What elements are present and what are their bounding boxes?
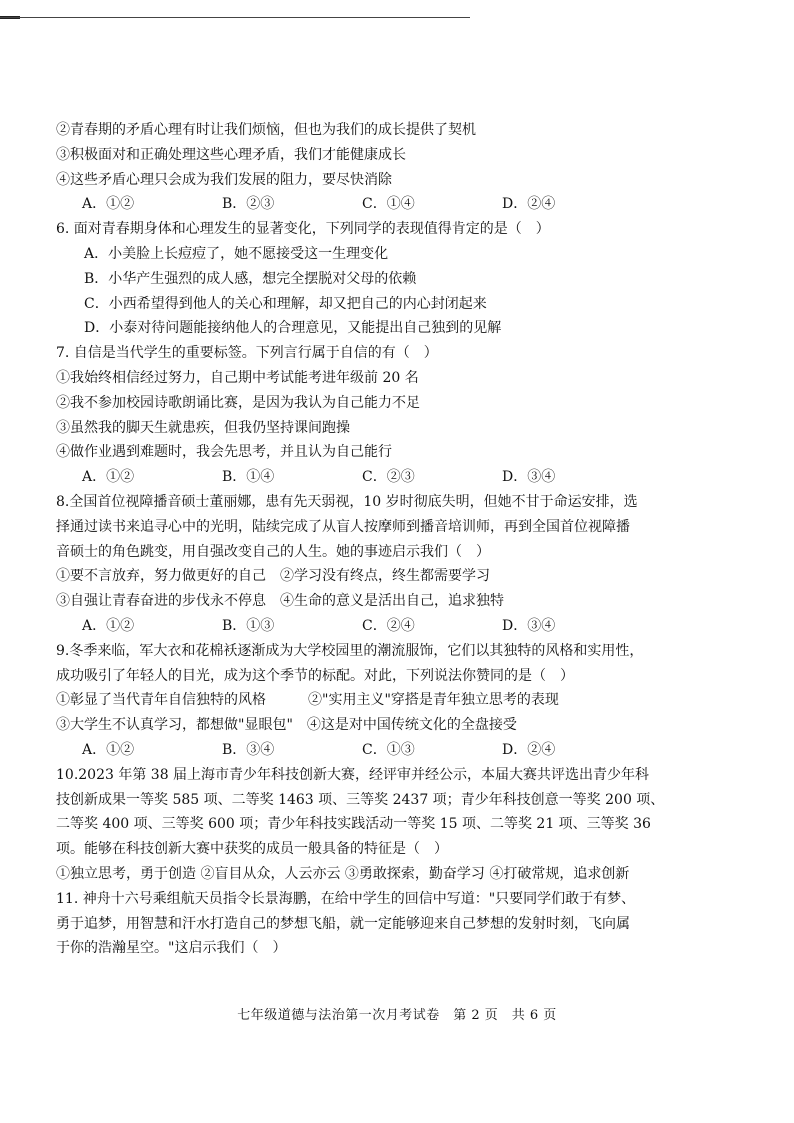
q8-option-c[interactable]: C．②④ — [362, 617, 415, 634]
q7-item-2: ②我不参加校园诗歌朗诵比赛，是因为我认为自己能力不足 — [56, 394, 420, 411]
q6-choice-b[interactable]: B．小华产生强烈的成人感，想完全摆脱对父母的依赖 — [84, 270, 417, 287]
question-content — [56, 118, 756, 961]
q5-item-4: ④这些矛盾心理只会成为我们发展的阻力，要尽快消除 — [56, 171, 392, 188]
q9-items-1: ①彰显了当代青年自信独特的风格 ②"实用主义"穿搭是青年独立思考的表现 — [56, 692, 559, 709]
q8-option-b[interactable]: B．①③ — [222, 617, 275, 634]
q10-stem-line-1: 10.2023 年第 38 届上海市青少年科技创新大赛，经评审并经公示，本届大赛共评选出青少年科 — [56, 766, 650, 783]
q6-choice-c[interactable]: C．小西希望得到他人的关心和理解，却又把自己的内心封闭起来 — [84, 295, 487, 312]
q5-option-b[interactable]: B．②③ — [222, 196, 275, 213]
q8-stem-line-1: 8.全国首位视障播音硕士董丽娜，患有先天弱视，10 岁时彻底失明，但她不甘于命运安排，选 — [56, 493, 638, 510]
q8-stem-line-3: 音硕士的角色跳变，用自强改变自己的人生。她的事迹启示我们（ ） — [56, 543, 490, 560]
q9-option-b[interactable]: B．③④ — [222, 741, 275, 758]
q9-stem-line-1: 9.冬季来临，军大衣和花棉袄逐渐成为大学校园里的潮流服饰，它们以其独特的风格和实用性， — [56, 642, 644, 659]
q7-option-d[interactable]: D．③④ — [502, 469, 556, 486]
q11-stem-line-1: 11. 神舟十六号乘组航天员指令长景海鹏，在给中学生的回信中写道："只要同学们敢于有梦、 — [56, 890, 636, 907]
q5-option-a[interactable]: A．①② — [82, 196, 135, 213]
q7-item-1: ①我始终相信经过努力，自己期中考试能考进年级前 20 名 — [56, 369, 419, 386]
q5-option-d[interactable]: D．②④ — [502, 196, 556, 213]
q8-option-a[interactable]: A．①② — [82, 617, 135, 634]
q8-stem-line-2: 择通过读书来追寻心中的光明，陆续完成了从盲人按摩师到播音培训师，再到全国首位视障播 — [56, 518, 630, 535]
q7-stem: 7. 自信是当代学生的重要标签。下列言行属于自信的有（ ） — [56, 345, 438, 362]
q10-stem-line-4: 项。能够在科技创新大赛中获奖的成员一般具备的特征是（ ） — [56, 841, 448, 858]
q5-option-c[interactable]: C．①④ — [362, 196, 415, 213]
q11-stem-line-2: 勇于追梦，用智慧和汗水打造自己的梦想飞船，就一定能够迎来自己梦想的发射时刻，飞向属 — [56, 915, 630, 932]
q7-option-c[interactable]: C．②③ — [362, 469, 415, 486]
q6-choice-a[interactable]: A．小美脸上长痘痘了，她不愿接受这一生理变化 — [84, 245, 389, 262]
page-footer: 七年级道德与法治第一次月考试卷 第 2 页 共 6 页 — [237, 1008, 557, 1023]
q5-options — [56, 192, 756, 217]
q8-items-2: ③自强让青春奋进的步伐永不停息 ④生命的意义是活出自己，追求独特 — [56, 593, 504, 610]
q9-stem-line-2: 成功吸引了年轻人的目光，成为这个季节的标配。对此，下列说法你赞同的是（ ） — [56, 667, 574, 684]
q11-stem-line-3: 于你的浩瀚星空。"这启示我们（ ） — [56, 940, 287, 957]
q10-stem-line-3: 二等奖 400 项、三等奖 600 项；青少年科技实践活动一等奖 15 项、二等奖 21 项、三等奖 36 — [56, 816, 651, 833]
q9-option-a[interactable]: A．①② — [82, 741, 135, 758]
q7-options — [56, 465, 756, 490]
q7-option-a[interactable]: A．①② — [82, 469, 135, 486]
q9-items-2: ③大学生不认真学习，都想做"显眼包" ④这是对中国传统文化的全盘接受 — [56, 717, 517, 734]
q8-options — [56, 614, 756, 639]
q6-stem: 6. 面对青春期身体和心理发生的显著变化，下列同学的表现值得肯定的是（ ） — [56, 221, 550, 238]
q9-options — [56, 738, 756, 763]
q8-items-1: ①要不言放弃，努力做更好的自己 ②学习没有终点，终生都需要学习 — [56, 568, 490, 585]
top-rule — [0, 17, 470, 18]
q9-option-d[interactable]: D．②④ — [502, 741, 556, 758]
q6-choice-d[interactable]: D．小泰对待问题能接纳他人的合理意见，又能提出自己独到的见解 — [84, 320, 502, 337]
q8-option-d[interactable]: D．③④ — [502, 617, 556, 634]
q9-option-c[interactable]: C．①③ — [362, 741, 415, 758]
q7-option-b[interactable]: B．①④ — [222, 469, 275, 486]
q5-item-2: ②青春期的矛盾心理有时让我们烦恼，但也为我们的成长提供了契机 — [56, 122, 476, 138]
q10-stem-line-2: 技创新成果一等奖 585 项、二等奖 1463 项、三等奖 2437 项；青少年科技创意一等奖 200 项、 — [56, 791, 665, 808]
q7-item-4: ④做作业遇到难题时，我会先思考，并且认为自己能行 — [56, 444, 392, 461]
q7-item-3: ③虽然我的脚天生就患疾，但我仍坚持课间跑操 — [56, 419, 350, 436]
q10-items: ①独立思考，勇于创造 ②盲目从众，人云亦云 ③勇敢探索，勤奋学习 ④打破常规，追求创新 — [56, 865, 630, 882]
q5-item-3: ③积极面对和正确处理这些心理矛盾，我们才能健康成长 — [56, 146, 406, 163]
